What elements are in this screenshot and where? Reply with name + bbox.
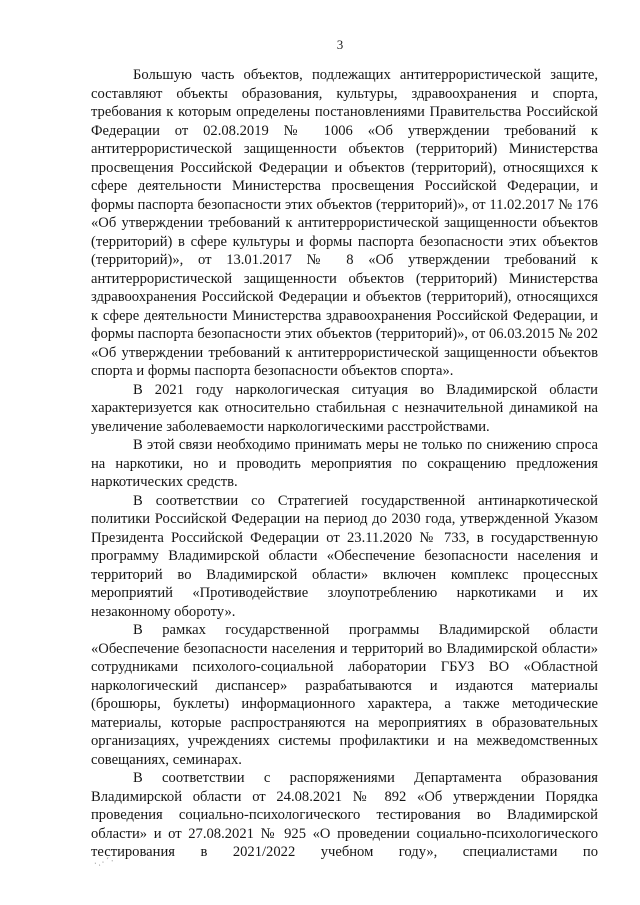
paragraph-testing-orders: В соответствии с распоряжениями Департамента образования Владимирской области от 24.08.2021 № 892 «Об утверждении Порядка проведения социально-психологического тестирования во Владимирской области» и от 27.08.2021 № 925 «О проведении социально-психологического тестирования в 2021/2022 учебном году», специалистами по — [91, 770, 598, 860]
page-number: 3 — [336, 37, 344, 52]
paragraph-narcotic-situation: В 2021 году наркологическая ситуация во Владимирской области характеризуется как относительно стабильная с незначительной динамикой на увеличение заболеваемости наркологическими расстройствами. — [91, 381, 598, 435]
document-body — [91, 66, 598, 862]
paragraph-state-program: В рамках государственной программы Владимирской области «Обеспечение безопасности населения и территорий во Владимирской области» сотрудниками психолого-социальной лаборатории ГБУЗ ВО «Областной наркологический диспансер» разрабатываются и издаются материалы (брошюры, буклеты) информационного характера, а также методические материалы, которые распространяются на мероприятиях в образовательных организациях, учреждениях системы профилактики и на межведомственных совещаниях, семинарах. — [91, 622, 598, 768]
paragraph-strategy: В соответствии со Стратегией государственной антинаркотической политики Российской Федерации на период до 2030 года, утвержденной Указом Президента Российской Федерации от 23.11.2020 № 733, в государственную программу Владимирской области «Обеспечение безопасности населения и территорий во Владимирской области» включен комплекс процессных мероприятий «Противодействие злоупотреблению наркотиками и их незаконному обороту». — [91, 492, 598, 620]
scan-artifact-mark: ·.·´· — [93, 856, 116, 870]
paragraph-antiterror-objects: Большую часть объектов, подлежащих антитеррористической защите, составляют объекты образования, культуры, здравоохранения и спорта, требования к которым определены постановлениями Правительства Российской Федерации от 02.08.2019 № 1006 «Об утверждении требований к антитеррористической защищенности объектов (территорий) Министерства просвещения Российской Федерации и объектов (территорий), относящихся к сфере деятельности Министерства просвещения Российской Федерации, и формы паспорта безопасности этих объектов (территорий)», от 11.02.2017 № 176 «Об утверждении требований к антитеррористической защищенности объектов (территорий) в сфере культуры и формы паспорта безопасности этих объектов (территорий)», от 13.01.2017 № 8 «Об утверждении требований к антитеррористической защищенности объектов (территорий) Министерства здравоохранения Российской Федерации и объектов (территорий), относящихся к сфере деятельности Министерства здравоохранения Российской Федерации, и формы паспорта безопасности этих объектов (территорий)», от 06.03.2015 № 202 «Об утверждении требований к антитеррористической защищенности объектов спорта и формы паспорта безопасности объектов спорта». — [91, 67, 598, 379]
paragraph-demand-reduction: В этой связи необходимо принимать меры не только по снижению спроса на наркотики, но и проводить мероприятия по сокращению предложения наркотических средств. — [91, 437, 598, 490]
